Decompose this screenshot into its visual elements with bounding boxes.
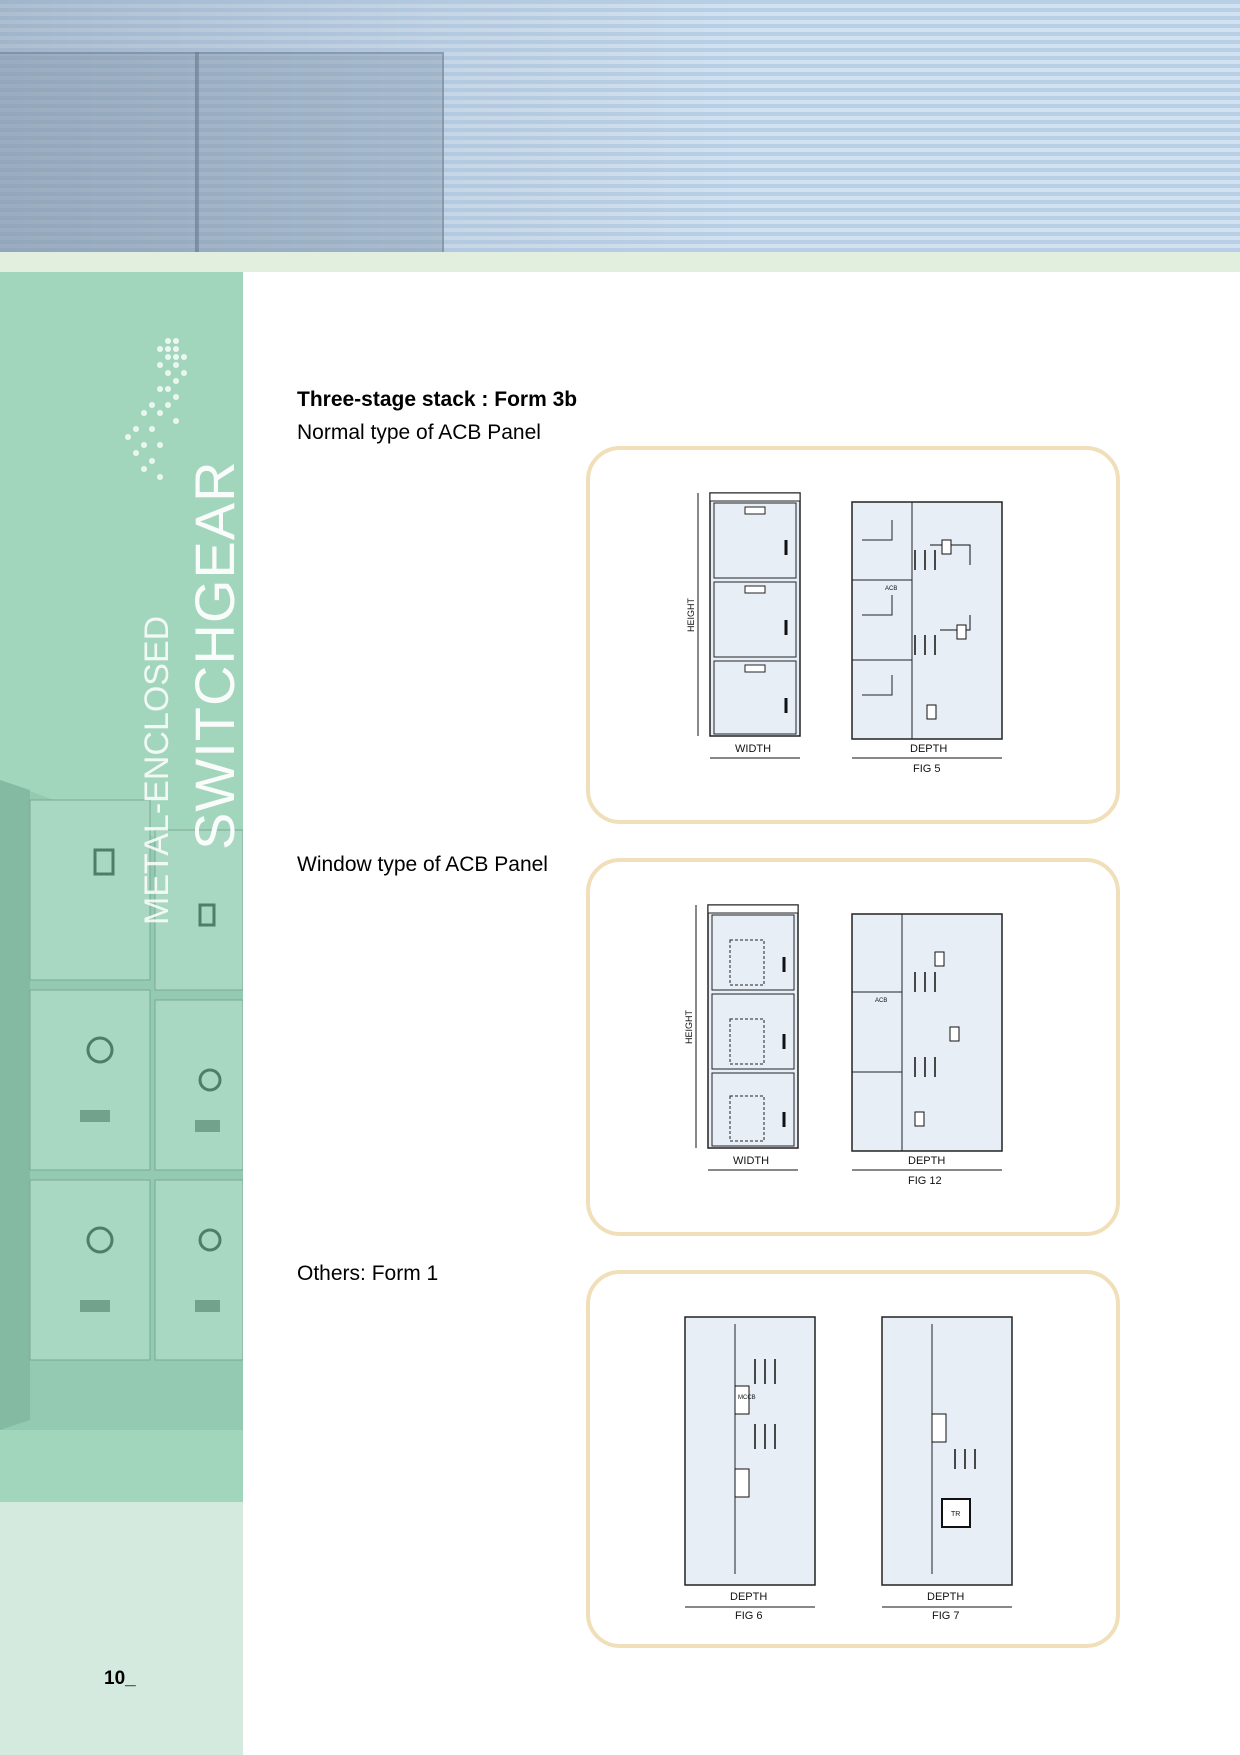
section-subtitle: Others: Form 1	[297, 1262, 439, 1285]
figure-label: FIG 5	[913, 763, 941, 775]
header-strip	[0, 252, 1240, 272]
section-subtitle: Window type of ACB Panel	[297, 853, 548, 876]
depth-label: DEPTH	[730, 1591, 768, 1603]
banner-panel-image	[195, 52, 444, 256]
diagram-panel-fig6-fig7	[586, 1270, 1120, 1648]
section-title: Three-stage stack : Form 3b	[297, 388, 578, 411]
acb-panel-diagram-window	[590, 862, 1116, 1232]
height-label: HEIGHT	[686, 597, 696, 632]
banner-panel-image	[0, 52, 199, 256]
switchgear-cabinet-image	[0, 780, 243, 1430]
width-label: WIDTH	[733, 1155, 770, 1167]
sidebar-title-main: SWITCHGEAR	[183, 460, 246, 850]
depth-label: DEPTH	[910, 743, 948, 755]
sidebar-title-sub: METAL-ENCLOSED	[138, 615, 176, 925]
form1-panel-diagrams	[590, 1274, 1116, 1644]
depth-label: DEPTH	[927, 1591, 965, 1603]
mccb-label: MCCB	[738, 1395, 756, 1401]
sidebar-lower	[0, 1502, 243, 1755]
diagram-panel-fig12	[586, 858, 1120, 1236]
figure-label: FIG 12	[908, 1175, 942, 1187]
figure-label: FIG 6	[735, 1610, 763, 1622]
page-number: 10_	[104, 1668, 136, 1689]
acb-label: ACB	[875, 998, 888, 1004]
height-label: HEIGHT	[684, 1009, 694, 1044]
acb-label: ACB	[885, 586, 898, 592]
diagram-panel-fig5	[586, 446, 1120, 824]
width-label: WIDTH	[735, 743, 772, 755]
depth-label: DEPTH	[908, 1155, 946, 1167]
section-subtitle: Normal type of ACB Panel	[297, 421, 541, 444]
figure-label: FIG 7	[932, 1610, 960, 1622]
transformer-label: TR	[951, 1511, 961, 1518]
acb-panel-diagram-normal	[590, 450, 1116, 820]
